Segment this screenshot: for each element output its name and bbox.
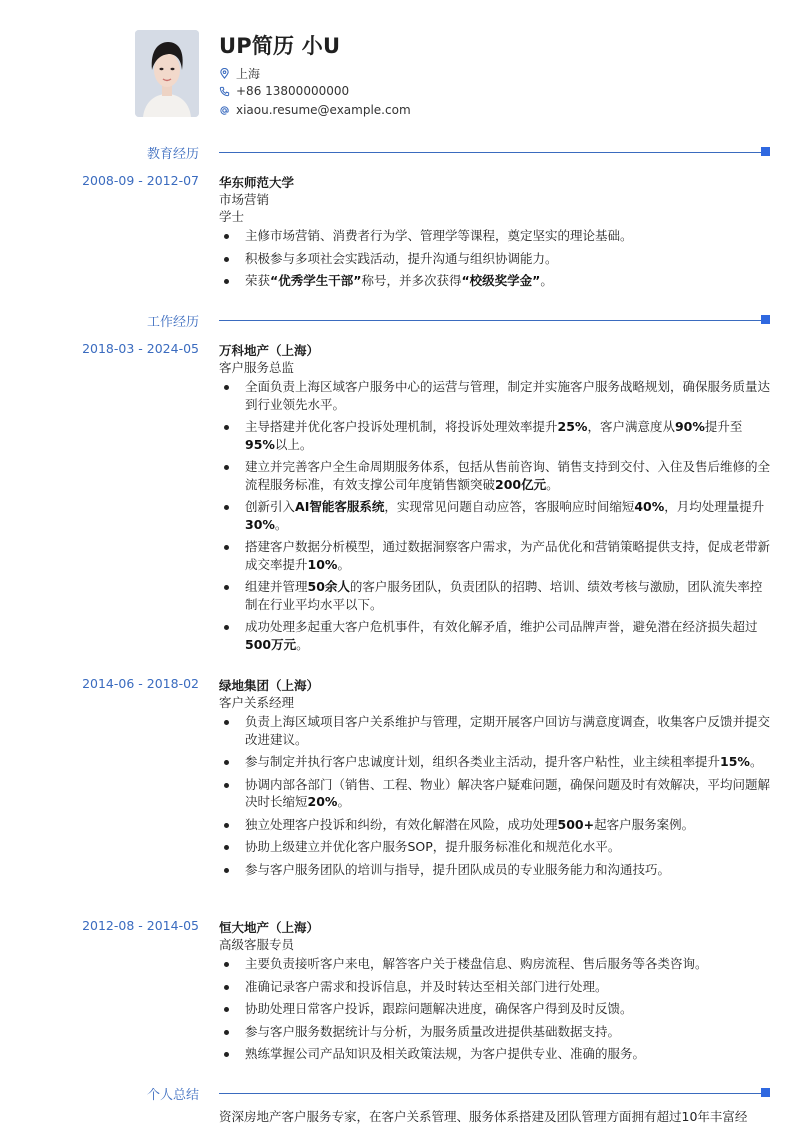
- job-title: 客户服务总监: [219, 360, 295, 375]
- summary-section-title: 个人总结: [146, 1088, 199, 1103]
- phone-icon: [219, 86, 230, 97]
- bullet-item: 负责上海区域项目客户关系维护与管理，定期开展客户回访与满意度调查，收集客户反馈并提交改进建议。: [219, 713, 771, 748]
- education-date: 2008-09 - 2012-07: [82, 173, 199, 188]
- section-divider: [219, 320, 762, 321]
- education-section-title: 教育经历: [146, 147, 199, 162]
- bullet-item: 全面负责上海区域客户服务中心的运营与管理，制定并实施客户服务战略规划，确保服务质量达到行业领先水平。: [219, 378, 771, 413]
- location-row: [219, 65, 260, 82]
- job-title: 客户关系经理: [219, 695, 295, 710]
- bullet-item: 成功处理多起重大客户危机事件，有效化解矛盾，维护公司品牌声誉，避免潜在经济损失超过500万元。: [219, 618, 771, 653]
- bullet-item: 协助上级建立并优化客户服务SOP，提升服务标准化和规范化水平。: [219, 838, 771, 856]
- bullet-item: 熟练掌握公司产品知识及相关政策法规，为客户提供专业、准确的服务。: [219, 1045, 771, 1063]
- bullet-item: 主修市场营销、消费者行为学、管理学等课程，奠定坚实的理论基础。: [219, 227, 771, 245]
- work-date: 2014-06 - 2018-02: [82, 676, 199, 691]
- company-name: 绿地集团（上海）: [219, 678, 320, 693]
- profile-photo: [135, 30, 199, 117]
- bullet-item: 主要负责接听客户来电，解答客户关于楼盘信息、购房流程、售后服务等各类咨询。: [219, 955, 771, 973]
- bullet-item: 参与制定并执行客户忠诚度计划，组织各类业主活动，提升客户粘性，业主续租率提升15%。: [219, 753, 771, 771]
- bullet-item: 荣获“优秀学生干部”称号，并多次获得“校级奖学金”。: [219, 272, 771, 290]
- bullet-item: 搭建客户数据分析模型，通过数据洞察客户需求，为产品优化和营销策略提供支持，促成老带新成交率提升10%。: [219, 538, 771, 573]
- summary-text: 资深房地产客户服务专家，在客户关系管理、服务体系搭建及团队管理方面拥有超过10年丰富经: [219, 1109, 748, 1124]
- bullet-item: 协调内部各部门（销售、工程、物业）解决客户疑难问题，确保问题及时有效解决，平均问题解决时长缩短20%。: [219, 776, 771, 811]
- degree: 学士: [219, 209, 245, 224]
- phone-row: [219, 84, 349, 98]
- education-bullets: [219, 227, 771, 295]
- bullet-item: 创新引入AI智能客服系统，实现常见问题自动应答，客服响应时间缩短40%，月均处理量提升30%。: [219, 498, 771, 533]
- bullet-item: 参与客户服务数据统计与分析，为服务质量改进提供基础数据支持。: [219, 1023, 771, 1041]
- work-bullets: [219, 378, 771, 658]
- bullet-item: 积极参与多项社会实践活动，提升沟通与组织协调能力。: [219, 250, 771, 268]
- email-text[interactable]: xiaou.resume@example.com: [236, 103, 411, 117]
- section-divider: [219, 152, 762, 153]
- phone-text: +86 13800000000: [236, 84, 350, 98]
- bullet-item: 独立处理客户投诉和纠纷，有效化解潜在风险，成功处理500+起客户服务案例。: [219, 816, 771, 834]
- map-pin-icon: [219, 68, 230, 79]
- work-bullets: [219, 955, 771, 1068]
- at-sign-icon: [219, 105, 230, 116]
- section-divider: [219, 1093, 762, 1094]
- portrait-illustration: [135, 30, 199, 117]
- company-name: 恒大地产（上海）: [219, 920, 320, 935]
- section-marker: [761, 147, 770, 156]
- work-bullets: [219, 713, 771, 883]
- bullet-item: 协助处理日常客户投诉，跟踪问题解决进度，确保客户得到及时反馈。: [219, 1000, 771, 1018]
- work-section-header: [0, 310, 799, 330]
- bullet-item: 组建并管理50余人的客户服务团队，负责团队的招聘、培训、绩效考核与激励，团队流失率控制在行业平均水平以下。: [219, 578, 771, 613]
- location-text: 上海: [236, 67, 261, 81]
- section-marker: [761, 1088, 770, 1097]
- education-section-header: [0, 142, 799, 162]
- company-name: 万科地产（上海）: [219, 343, 320, 358]
- candidate-name: UP简历 小U: [219, 34, 341, 58]
- major: 市场营销: [219, 192, 270, 207]
- bullet-item: 准确记录客户需求和投诉信息，并及时转达至相关部门进行处理。: [219, 978, 771, 996]
- section-marker: [761, 315, 770, 324]
- bullet-item: 建立并完善客户全生命周期服务体系，包括从售前咨询、销售支持到交付、入住及售后维修的全流程服务标准，有效支撑公司年度销售额突破200亿元。: [219, 458, 771, 493]
- job-title: 高级客服专员: [219, 937, 295, 952]
- summary-section-header: [0, 1083, 799, 1103]
- bullet-item: 主导搭建并优化客户投诉处理机制，将投诉处理效率提升25%，客户满意度从90%提升至95%以上。: [219, 418, 771, 453]
- work-date: 2018-03 - 2024-05: [82, 341, 199, 356]
- work-date: 2012-08 - 2014-05: [82, 918, 199, 933]
- work-section-title: 工作经历: [146, 315, 199, 330]
- bullet-item: 参与客户服务团队的培训与指导，提升团队成员的专业服务能力和沟通技巧。: [219, 861, 771, 879]
- school-name: 华东师范大学: [219, 175, 295, 190]
- email-row: [219, 103, 411, 117]
